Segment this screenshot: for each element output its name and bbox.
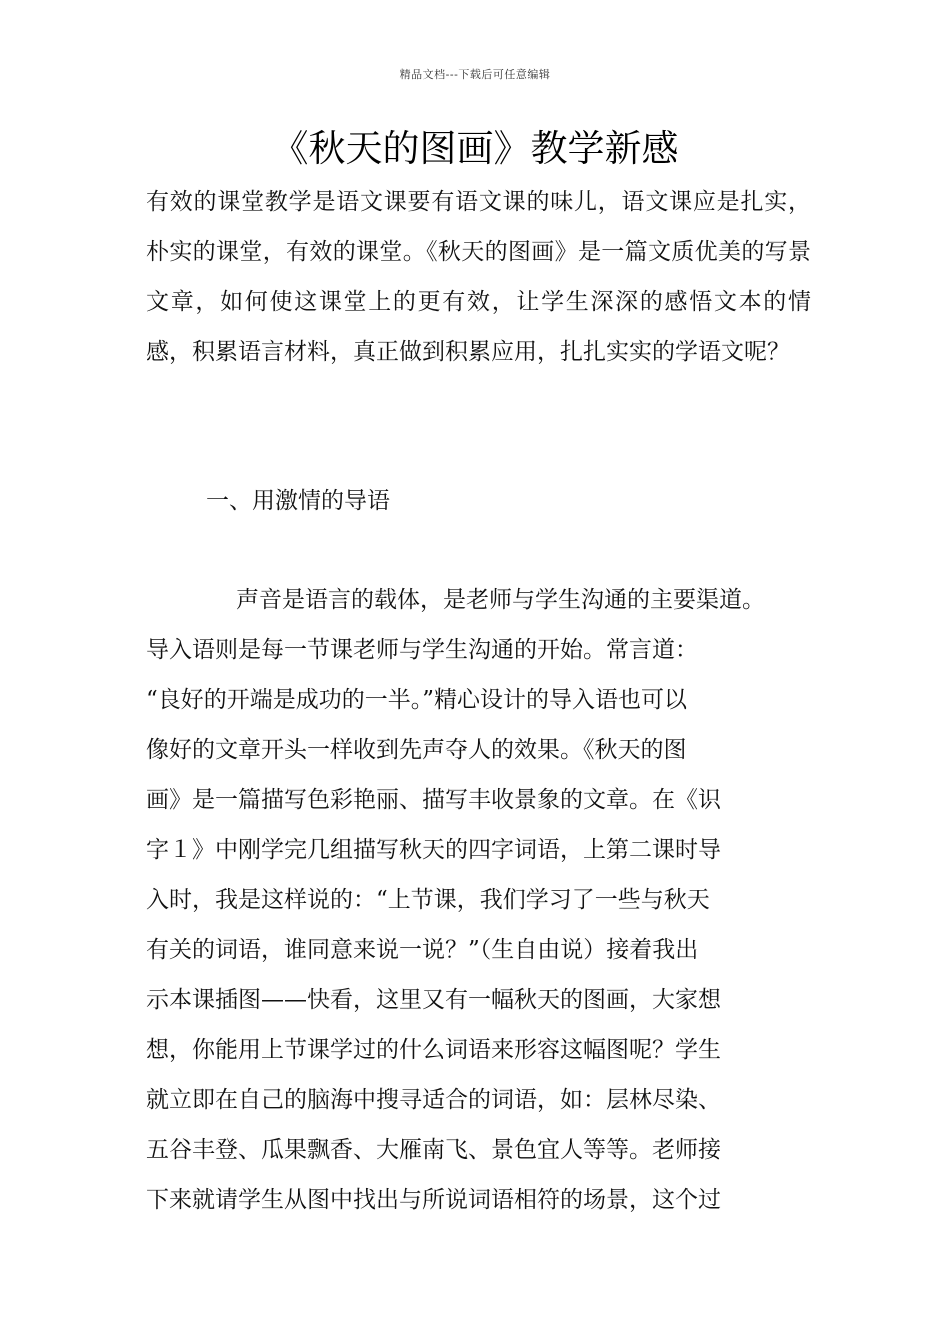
body-line: 导入语则是每一节课老师与学生沟通的开始。常言道： <box>146 637 698 663</box>
body-line: 声音是语言的载体，是老师与学生沟通的主要渠道。 <box>236 587 765 613</box>
header-note: 精品文档---下载后可任意编辑 <box>399 68 551 81</box>
body-line: 五谷丰登、瓜果飘香、大雁南飞、景色宜人等等。老师接 <box>146 1137 721 1163</box>
body-line: 字１》中刚学完几组描写秋天的四字词语，上第二课时导 <box>146 837 721 863</box>
document-title: 《秋天的图画》教学新感 <box>271 127 679 170</box>
body-line: 画》是一篇描写色彩艳丽、描写丰收景象的文章。在《识 <box>146 787 721 813</box>
body-line: 就立即在自己的脑海中搜寻适合的词语，如：层林尽染、 <box>146 1087 721 1113</box>
body-line: “良好的开端是成功的一半。”精心设计的导入语也可以 <box>146 687 688 713</box>
body-line: 入时，我是这样说的：“上节课，我们学习了一些与秋天 <box>146 887 710 913</box>
body-line: 下来就请学生从图中找出与所说词语相符的场景，这个过 <box>146 1187 721 1213</box>
body-line: 想，你能用上节课学过的什么词语来形容这幅图呢？学生 <box>146 1037 721 1063</box>
body-paragraph <box>146 575 830 1225</box>
section-heading: 一、用激情的导语 <box>206 488 390 514</box>
intro-paragraph: 有效的课堂教学是语文课要有语文课的味儿，语文课应是扎实，朴实的课堂，有效的课堂。《秋天的图画》是一篇文质优美的写景文章，如何使这课堂上的更有效，让学生深深的感悟文本的情感，积累语言材料，真正做到积累应用，扎扎实实的学语文呢？ <box>146 189 811 365</box>
body-line: 有关的词语，谁同意来说一说？”（生自由说）接着我出 <box>146 937 699 963</box>
body-line: 示本课插图——快看，这里又有一幅秋天的图画，大家想 <box>146 987 721 1013</box>
body-line: 像好的文章开头一样收到先声夺人的效果。《秋天的图 <box>146 737 687 763</box>
